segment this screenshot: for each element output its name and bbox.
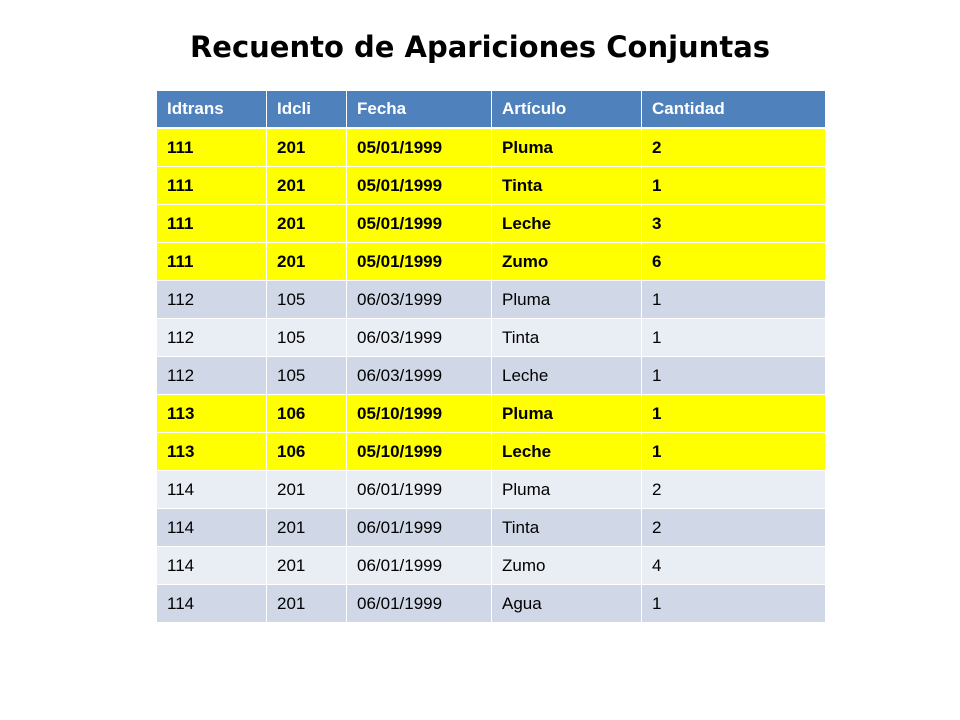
cantidad-cell: 1 xyxy=(642,585,825,623)
cantidad-cell: 1 xyxy=(642,433,825,471)
fecha-cell: 05/01/1999 xyxy=(347,129,492,167)
table-row xyxy=(157,433,825,471)
articulo-cell: Leche xyxy=(492,357,642,395)
cantidad-cell: 3 xyxy=(642,205,825,243)
fecha-cell: 05/01/1999 xyxy=(347,205,492,243)
idtrans-cell: 112 xyxy=(157,319,267,357)
articulo-cell: Zumo xyxy=(492,243,642,281)
fecha-cell: 06/03/1999 xyxy=(347,281,492,319)
idtrans-cell: 114 xyxy=(157,547,267,585)
idcli-cell: 201 xyxy=(267,205,347,243)
idtrans-cell: 112 xyxy=(157,281,267,319)
cantidad-cell: 2 xyxy=(642,509,825,547)
cantidad-cell: 6 xyxy=(642,243,825,281)
articulo-cell: Tinta xyxy=(492,509,642,547)
table-row xyxy=(157,585,825,623)
header-idcli: Idcli xyxy=(267,91,347,129)
table-row xyxy=(157,357,825,395)
idtrans-cell: 111 xyxy=(157,167,267,205)
fecha-cell: 06/03/1999 xyxy=(347,357,492,395)
table-row xyxy=(157,167,825,205)
idcli-cell: 106 xyxy=(267,433,347,471)
header-fecha: Fecha xyxy=(347,91,492,129)
idcli-cell: 105 xyxy=(267,357,347,395)
fecha-cell: 06/01/1999 xyxy=(347,471,492,509)
table-row xyxy=(157,471,825,509)
fecha-cell: 06/01/1999 xyxy=(347,585,492,623)
table-row xyxy=(157,243,825,281)
header-idtrans: Idtrans xyxy=(157,91,267,129)
fecha-cell: 06/03/1999 xyxy=(347,319,492,357)
fecha-cell: 05/10/1999 xyxy=(347,395,492,433)
fecha-cell: 06/01/1999 xyxy=(347,547,492,585)
idcli-cell: 201 xyxy=(267,547,347,585)
cantidad-cell: 1 xyxy=(642,281,825,319)
header-articulo: Artículo xyxy=(492,91,642,129)
idtrans-cell: 111 xyxy=(157,243,267,281)
idcli-cell: 201 xyxy=(267,129,347,167)
cantidad-cell: 1 xyxy=(642,167,825,205)
idtrans-cell: 111 xyxy=(157,205,267,243)
articulo-cell: Tinta xyxy=(492,167,642,205)
articulo-cell: Leche xyxy=(492,433,642,471)
cantidad-cell: 2 xyxy=(642,471,825,509)
page-title: Recuento de Apariciones Conjuntas xyxy=(189,30,771,64)
articulo-cell: Pluma xyxy=(492,281,642,319)
idcli-cell: 201 xyxy=(267,243,347,281)
idcli-cell: 105 xyxy=(267,281,347,319)
fecha-cell: 05/01/1999 xyxy=(347,243,492,281)
header-cantidad: Cantidad xyxy=(642,91,825,129)
idcli-cell: 201 xyxy=(267,167,347,205)
table-body xyxy=(157,129,825,623)
articulo-cell: Zumo xyxy=(492,547,642,585)
idcli-cell: 105 xyxy=(267,319,347,357)
fecha-cell: 06/01/1999 xyxy=(347,509,492,547)
articulo-cell: Leche xyxy=(492,205,642,243)
idtrans-cell: 114 xyxy=(157,509,267,547)
cantidad-cell: 4 xyxy=(642,547,825,585)
idtrans-cell: 113 xyxy=(157,433,267,471)
table-row xyxy=(157,547,825,585)
fecha-cell: 05/01/1999 xyxy=(347,167,492,205)
cantidad-cell: 2 xyxy=(642,129,825,167)
articulo-cell: Pluma xyxy=(492,395,642,433)
cantidad-cell: 1 xyxy=(642,395,825,433)
idtrans-cell: 113 xyxy=(157,395,267,433)
table-row xyxy=(157,319,825,357)
articulo-cell: Pluma xyxy=(492,129,642,167)
idcli-cell: 201 xyxy=(267,471,347,509)
idcli-cell: 201 xyxy=(267,509,347,547)
cantidad-cell: 1 xyxy=(642,357,825,395)
transactions-table xyxy=(157,91,825,623)
table-row xyxy=(157,509,825,547)
table-row xyxy=(157,205,825,243)
table-row xyxy=(157,395,825,433)
idtrans-cell: 111 xyxy=(157,129,267,167)
fecha-cell: 05/10/1999 xyxy=(347,433,492,471)
articulo-cell: Agua xyxy=(492,585,642,623)
cantidad-cell: 1 xyxy=(642,319,825,357)
idtrans-cell: 114 xyxy=(157,585,267,623)
articulo-cell: Tinta xyxy=(492,319,642,357)
idcli-cell: 201 xyxy=(267,585,347,623)
table-row xyxy=(157,129,825,167)
articulo-cell: Pluma xyxy=(492,471,642,509)
table-header-row xyxy=(157,91,825,129)
table-row xyxy=(157,281,825,319)
idcli-cell: 106 xyxy=(267,395,347,433)
idtrans-cell: 114 xyxy=(157,471,267,509)
idtrans-cell: 112 xyxy=(157,357,267,395)
